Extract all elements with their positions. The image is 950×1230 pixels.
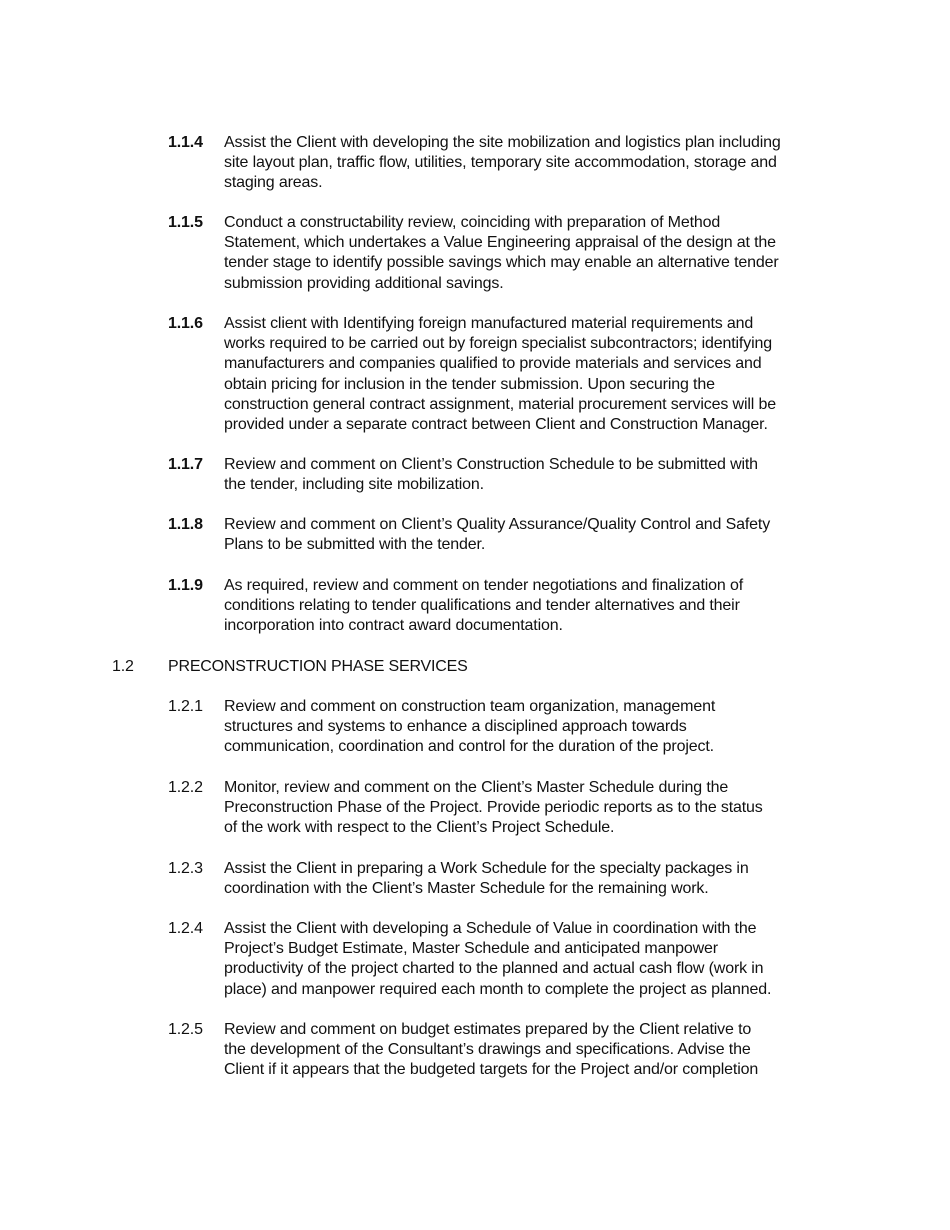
- clause-line: Monitor, review and comment on the Client’s Master Schedule during the: [224, 779, 729, 796]
- clause-line: manufacturers and companies qualified to provide materials and services and: [224, 355, 762, 373]
- clause-number: 1.1.5: [168, 214, 203, 231]
- clause-line: structures and systems to enhance a disciplined approach towards: [224, 718, 687, 736]
- clause-line: Conduct a constructability review, coinciding with preparation of Method: [224, 214, 721, 231]
- clause-line: obtain pricing for inclusion in the tender submission. Upon securing the: [224, 375, 715, 393]
- clause-line: staging areas.: [224, 174, 323, 192]
- clause-line: of the work with respect to the Client’s Project Schedule.: [224, 819, 615, 837]
- clause-line: provided under a separate contract between Client and Construction Manager.: [224, 416, 768, 434]
- clause-text: [224, 455, 848, 495]
- clause-line: Assist client with Identifying foreign manufactured material requirements and: [224, 315, 754, 332]
- clause-number: 1.2.1: [168, 698, 203, 715]
- clause-line: communication, coordination and control for the duration of the project.: [224, 738, 714, 756]
- clause-number: 1.2.5: [168, 1021, 203, 1038]
- clause-number: 1.1.6: [168, 315, 203, 332]
- clause-text: [224, 314, 848, 435]
- clause-line: coordination with the Client’s Master Schedule for the remaining work.: [224, 880, 709, 898]
- clause-number: 1.2.3: [168, 860, 203, 877]
- clause-line: site layout plan, traffic flow, utilities, temporary site accommodation, storage and: [224, 154, 777, 172]
- clause-line: the development of the Consultant’s drawings and specifications. Advise the: [224, 1041, 751, 1059]
- clause-1-2-1: [168, 697, 848, 758]
- clause-line: Preconstruction Phase of the Project. Provide periodic reports as to the status: [224, 799, 763, 817]
- clause-line: submission providing additional savings.: [224, 274, 504, 292]
- clause-1-1-7: [168, 455, 848, 495]
- clause-text: [224, 576, 848, 637]
- clause-text: [224, 697, 848, 758]
- clause-line: works required to be carried out by foreign specialist subcontractors; identifying: [224, 335, 772, 353]
- clause-number: 1.1.7: [168, 456, 203, 473]
- clause-line: Plans to be submitted with the tender.: [224, 536, 486, 554]
- clause-text: [224, 919, 848, 1000]
- clause-line: Review and comment on budget estimates prepared by the Client relative to: [224, 1021, 752, 1038]
- clause-1-1-9: [168, 576, 848, 637]
- clause-text: [224, 859, 848, 899]
- clause-line: incorporation into contract award documentation.: [224, 617, 563, 635]
- clause-1-2-4: [168, 919, 848, 1000]
- clause-line: the tender, including site mobilization.: [224, 476, 484, 494]
- section-title: PRECONSTRUCTION PHASE SERVICES: [168, 658, 468, 675]
- clause-1-1-6: [168, 314, 848, 435]
- clause-line: construction general contract assignment, material procurement services will be: [224, 395, 776, 413]
- clause-number: 1.1.9: [168, 577, 203, 594]
- clause-line: conditions relating to tender qualifications and tender alternatives and their: [224, 597, 740, 615]
- section-number: 1.2: [112, 658, 134, 675]
- clause-line: Assist the Client in preparing a Work Schedule for the specialty packages in: [224, 860, 749, 877]
- clause-number: 1.2.4: [168, 920, 203, 937]
- clause-1-2-5: [168, 1020, 848, 1081]
- clause-number: 1.2.2: [168, 779, 203, 796]
- clause-line: Project’s Budget Estimate, Master Schedule and anticipated manpower: [224, 940, 718, 958]
- clause-line: Review and comment on Client’s Construction Schedule to be submitted with: [224, 456, 758, 473]
- clause-line: place) and manpower required each month to complete the project as planned.: [224, 980, 772, 998]
- clause-line: Review and comment on construction team organization, management: [224, 698, 716, 715]
- clause-1-2-2: [168, 778, 848, 839]
- clause-line: Assist the Client with developing the site mobilization and logistics plan including: [224, 134, 781, 151]
- clause-1-1-5: [168, 213, 848, 294]
- clause-text: [224, 133, 848, 194]
- clause-line: Assist the Client with developing a Schedule of Value in coordination with the: [224, 920, 757, 937]
- clause-line: Review and comment on Client’s Quality Assurance/Quality Control and Safety: [224, 516, 771, 533]
- clause-line: Client if it appears that the budgeted targets for the Project and/or completion: [224, 1061, 759, 1079]
- clause-text: [224, 213, 848, 294]
- clause-line: tender stage to identify possible savings which may enable an alternative tender: [224, 254, 779, 272]
- clause-text: [224, 515, 848, 555]
- clause-line: productivity of the project charted to the planned and actual cash flow (work in: [224, 960, 764, 978]
- clause-text: [224, 778, 848, 839]
- clause-1-1-4: [168, 133, 848, 194]
- clause-text: [224, 1020, 848, 1081]
- clause-1-1-8: [168, 515, 848, 555]
- clause-line: As required, review and comment on tender negotiations and finalization of: [224, 577, 743, 594]
- clause-line: Statement, which undertakes a Value Engineering appraisal of the design at the: [224, 234, 776, 252]
- clause-1-2-3: [168, 859, 848, 899]
- clause-number: 1.1.4: [168, 134, 203, 151]
- clause-number: 1.1.8: [168, 516, 203, 533]
